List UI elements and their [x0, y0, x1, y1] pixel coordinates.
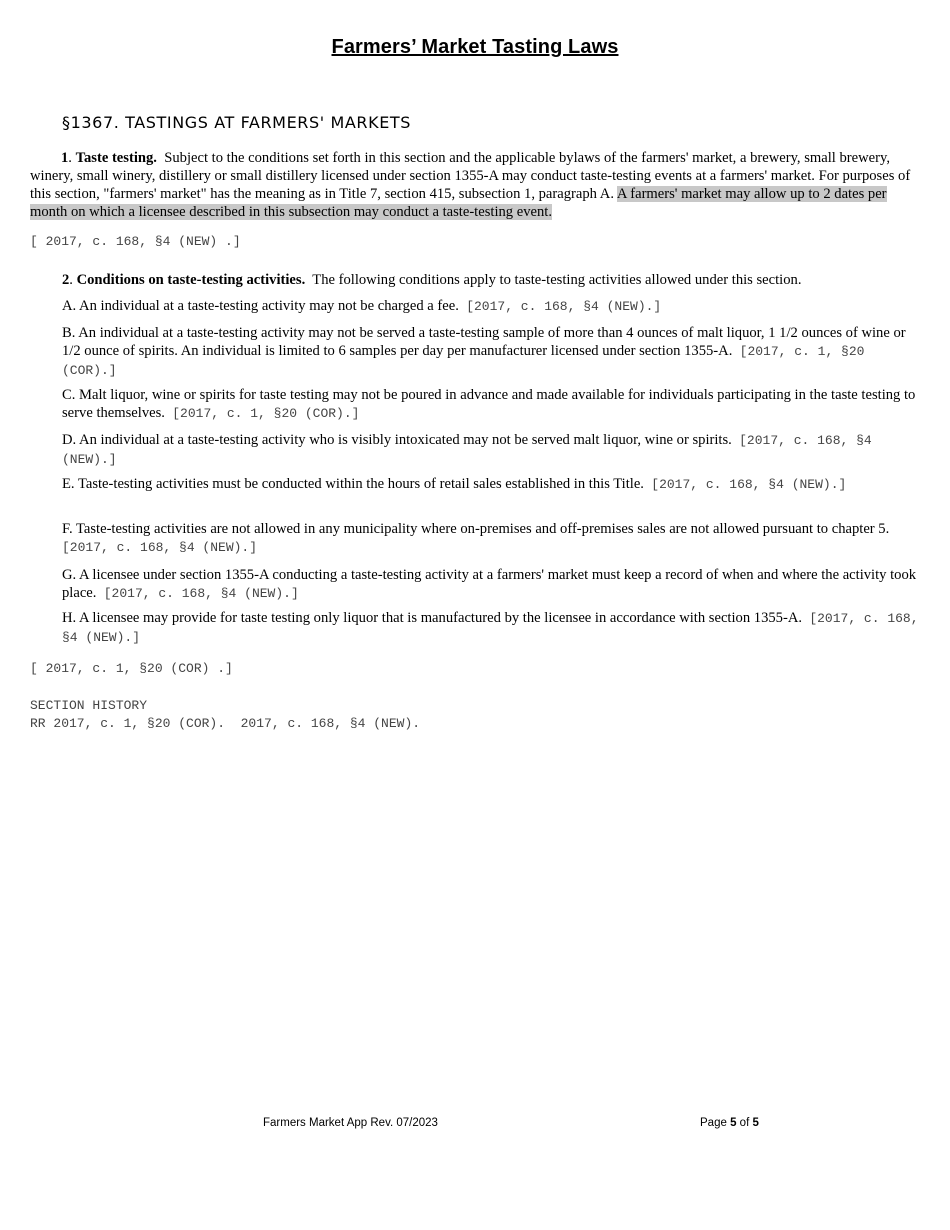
condition-item-c: [62, 386, 922, 423]
subsection-2-number: 2: [62, 272, 70, 288]
page-title: Farmers’ Market Tasting Laws: [331, 36, 619, 58]
condition-text: A. An individual at a taste-testing activity may not be charged a fee.: [62, 298, 459, 314]
condition-item-a: [62, 297, 922, 316]
condition-text: H. A licensee may provide for taste testing only liquor that is manufactured by the licensee in accordance with section 1355-A.: [62, 610, 803, 626]
condition-text: B. An individual at a taste-testing activity may not be served a taste-testing sample of more than 4 ounces of malt liquor, 1 1/2 ounces of wine or 1/2 ounce of spirits. An individual is limited to 6 samples per day per manufacturer licensed under section 1355-A.: [62, 325, 906, 359]
condition-item-h: [62, 609, 922, 647]
subsection-1-citation: [ 2017, c. 168, §4 (NEW) .]: [30, 234, 241, 249]
section-history: [30, 697, 420, 733]
subsection-2: 2. Conditions on taste-testing activities. The following conditions apply to taste-testing activities allowed under this section.: [62, 272, 802, 288]
page-label: Page: [700, 1117, 727, 1129]
condition-citation: [2017, c. 168, §4 (NEW).]: [651, 477, 847, 492]
condition-text: E. Taste-testing activities must be conducted within the hours of retail sales established in this Title.: [62, 476, 644, 492]
subsection-2-intro: The following conditions apply to taste-testing activities allowed under this section.: [312, 272, 802, 288]
section-heading: §1367. TASTINGS AT FARMERS' MARKETS: [62, 113, 412, 132]
condition-citation: [2017, c. 168, §4 (NEW).]: [62, 611, 919, 645]
condition-text: G. A licensee under section 1355-A conducting a taste-testing activity at a farmers' market must keep a record of when and where the activity took place.: [62, 567, 917, 601]
subsection-1-number: 1: [61, 150, 69, 166]
footer-page-number: [700, 1117, 759, 1129]
condition-item-e: [62, 475, 862, 494]
condition-citation: [2017, c. 168, §4 (NEW).]: [466, 299, 662, 314]
condition-item-f: [62, 520, 922, 557]
condition-item-d: [62, 431, 922, 469]
highlighted-text: A farmers' market may allow up to 2 dates per month on which a licensee described in this subsection may conduct a taste-testing event.: [30, 186, 887, 220]
footer-revision: Farmers Market App Rev. 07/2023: [263, 1117, 438, 1129]
subsection-1: 1. Taste testing. Subject to the conditions set forth in this section and the applicable bylaws of the farmers' market, a brewery, small brewery, winery, small winery, distillery or small distillery licensed under section 1355-A may conduct taste-testing events at a farmers' market. For purposes of this section, "farmers' market" has the meaning as in Title 7, section 415, subsection 1, paragraph A. A farmers' market may allow up to 2 dates per month on which a licensee described in this subsection may conduct a taste-testing event.: [30, 150, 911, 220]
condition-citation: [2017, c. 168, §4 (NEW).]: [62, 433, 872, 467]
condition-citation: [2017, c. 1, §20 (COR).]: [172, 406, 360, 421]
condition-citation: [2017, c. 168, §4 (NEW).]: [62, 540, 258, 555]
condition-citation: [2017, c. 1, §20 (COR).]: [62, 344, 865, 378]
condition-text: F. Taste-testing activities are not allowed in any municipality where on-premises and off-premises sales are not allowed pursuant to chapter 5.: [62, 521, 890, 537]
condition-item-g: [62, 566, 922, 603]
subsection-1-heading: Taste testing.: [75, 150, 157, 166]
subsection-2-citation: [ 2017, c. 1, §20 (COR) .]: [30, 661, 233, 676]
page-of: of: [739, 1117, 750, 1129]
condition-item-b: [62, 324, 922, 380]
section-history-text: RR 2017, c. 1, §20 (COR). 2017, c. 168, §4 (NEW).: [30, 716, 421, 731]
condition-text: D. An individual at a taste-testing activity who is visibly intoxicated may not be served malt liquor, wine or spirits.: [62, 432, 732, 448]
condition-text: C. Malt liquor, wine or spirits for taste testing may not be poured in advance and made available for individuals participating in the taste testing to serve themselves.: [62, 387, 916, 421]
section-history-heading: SECTION HISTORY: [30, 698, 148, 713]
page-current: 5: [730, 1117, 737, 1129]
condition-citation: [2017, c. 168, §4 (NEW).]: [103, 586, 299, 601]
subsection-1-text: Subject to the conditions set forth in this section and the applicable bylaws of the farmers' market, a brewery, small brewery, winery, small winery, distillery or small distillery licensed under section 1355-A may conduct taste-testing events at a farmers' market. For purposes of this section, "farmers' market" has the meaning as in Title 7, section 415, subsection 1, paragraph A.: [30, 150, 911, 202]
page-total: 5: [752, 1117, 759, 1129]
subsection-2-heading: Conditions on taste-testing activities.: [76, 272, 306, 288]
